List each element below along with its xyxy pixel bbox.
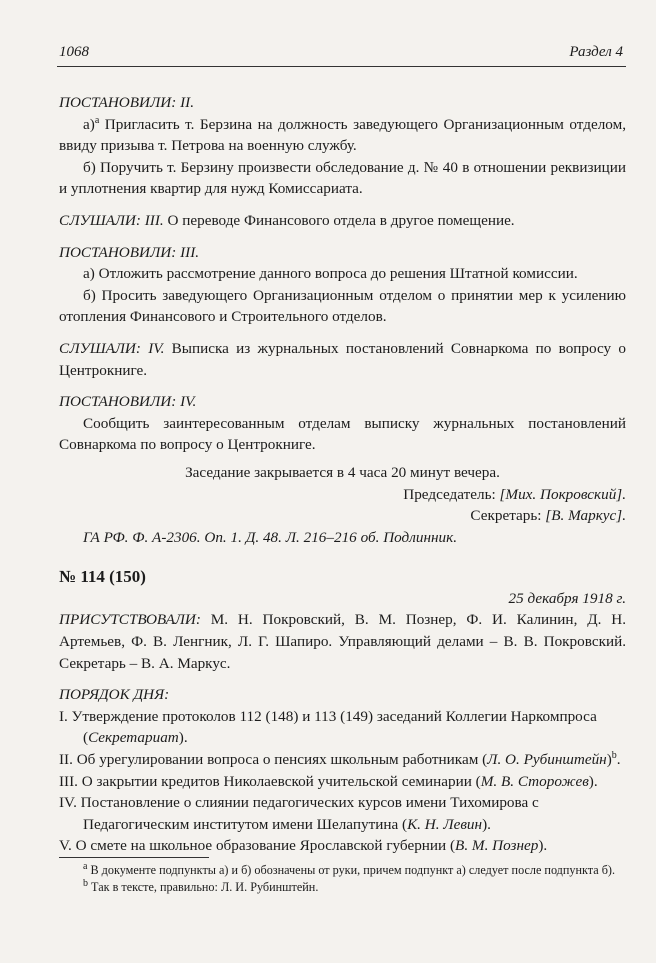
secretary-signature <box>59 505 626 527</box>
agenda-item <box>59 771 626 793</box>
footnote-ref-a: а <box>94 114 100 126</box>
agenda-item-tail: ). <box>588 772 598 790</box>
agenda-item-person: М. В. Сторожев <box>480 772 589 790</box>
slushali-4 <box>59 338 626 381</box>
page-number: 1068 <box>59 44 89 60</box>
agenda-item-tail: ) <box>606 751 612 769</box>
slushali-4-label: СЛУШАЛИ: IV. <box>59 339 165 357</box>
agenda-item-tail: ). <box>538 837 548 855</box>
chair-name: [Мих. Покровский]. <box>499 485 626 503</box>
slushali-4-text: Выписка из журнальных постановлений Совнаркома по вопросу о Центрокниге. <box>59 339 626 379</box>
section-title: Раздел 4 <box>569 44 623 60</box>
agenda-item-person: Секретариат <box>88 729 179 747</box>
agenda-item: II. Об урегулировании вопроса о пенсиях школьным работникам (Л. О. Рубинштейн)$^b$. <box>59 749 621 769</box>
agenda-item-tail: ). <box>178 729 188 747</box>
postanovili-2-heading: ПОСТАНОВИЛИ: II. <box>59 94 195 111</box>
agenda-item-text: II. Об урегулировании вопроса о пенсиях школьным работникам ( <box>59 751 488 769</box>
chair-label: Председатель: <box>403 485 500 503</box>
secretary-name: [В. Маркус]. <box>545 507 626 525</box>
document-date: 25 декабря 1918 г. <box>508 589 626 607</box>
agenda-item-text: I. Утверждение протоколов 112 (148) и 113 (149) заседаний Коллегии Наркомпроса ( <box>59 707 597 747</box>
agenda-item <box>59 792 626 835</box>
agenda-item-person: К. Н. Левин <box>407 815 483 833</box>
footnote-text: В документе подпункты а) и б) обозначены от руки, причем подпункт а) следует после подпункта б). <box>90 863 616 877</box>
agenda-item-person: В. М. Познер <box>455 837 539 855</box>
agenda-heading: ПОРЯДОК ДНЯ: <box>59 686 170 704</box>
agenda-item-text: V. О смете на школьное образование Ярославской губернии ( <box>59 837 456 855</box>
postanovili-3-item-a: а) Отложить рассмотрение данного вопроса до решения Штатной комиссии. <box>83 265 578 283</box>
postanovili-2-item-b: б) Поручить т. Берзину произвести обследование д. № 40 в отношении реквизиции и уплотнения квартир для нужд Комиссариата. <box>59 158 626 198</box>
agenda-item-tail: ). <box>482 815 491 833</box>
closing-text: Заседание закрывается в 4 часа 20 минут вечера. <box>185 463 500 481</box>
postanovili-3-heading: ПОСТАНОВИЛИ: III. <box>59 243 200 261</box>
footnote-ref-b: b <box>611 749 617 761</box>
present-text: М. Н. Покровский, В. М. Познер, Ф. И. Калинин, Д. Н. Артемьев, Ф. В. Ленгник, Л. Г. Шапиро. Управляющий делами – В. В. Покровский. Секретарь – В. А. Маркус. <box>59 611 626 672</box>
footnotes <box>59 862 626 896</box>
agenda-item-text: III. О закрытии кредитов Николаевской учительской семинарии ( <box>59 772 481 790</box>
footnote-b <box>59 879 626 896</box>
postanovili-4-heading: ПОСТАНОВИЛИ: IV. <box>59 393 197 411</box>
slushali-3-label: СЛУШАЛИ: III. <box>59 211 164 229</box>
agenda-list <box>59 706 626 857</box>
agenda-item <box>59 706 626 749</box>
slushali-3-text: О переводе Финансового отдела в другое помещение. <box>163 211 515 229</box>
postanovili-4-text: Сообщить заинтересованным отделам выписку журнальных постановлений Совнаркома по вопросу о Центрокниге. <box>59 414 626 454</box>
present-label: ПРИСУТСТВОВАЛИ: <box>59 611 201 629</box>
present-list <box>59 609 626 674</box>
chair-signature <box>59 484 626 506</box>
item-a-text: Пригласить т. Берзина на должность заведующего Организационным отделом, ввиду призыва т. Петрова на военную службу. <box>59 115 626 155</box>
agenda-item <box>59 835 626 857</box>
main-text <box>59 92 626 857</box>
secretary-label: Секретарь: <box>470 507 546 525</box>
footnote-text: Так в тексте, правильно: Л. И. Рубинштейн. <box>91 880 319 894</box>
document-number: № 114 (150) <box>59 567 146 587</box>
agenda-item-text: IV. Постановление о слиянии педагогических курсов имени Тихомирова с Педагогическим институтом имени Шелапутина ( <box>59 794 539 833</box>
footnote-a <box>59 862 626 879</box>
slushali-3 <box>59 210 626 232</box>
postanovili-2-item-a <box>59 114 626 157</box>
archive-source: ГА РФ. Ф. А-2306. Оп. 1. Д. 48. Л. 216–216 об. Подлинник. <box>83 528 458 546</box>
postanovili-3-item-b: б) Просить заведующего Организационным отделом о принятии мер к усилению отопления Финансового и Строительного отделов. <box>59 286 626 326</box>
footnote-rule <box>59 857 209 858</box>
footnote-mark: a <box>83 860 88 872</box>
footnote-mark: b <box>83 877 88 889</box>
header-rule <box>57 66 626 67</box>
item-marker: а) <box>83 115 95 133</box>
agenda-item-person: Л. О. Рубинштейн <box>487 751 607 769</box>
